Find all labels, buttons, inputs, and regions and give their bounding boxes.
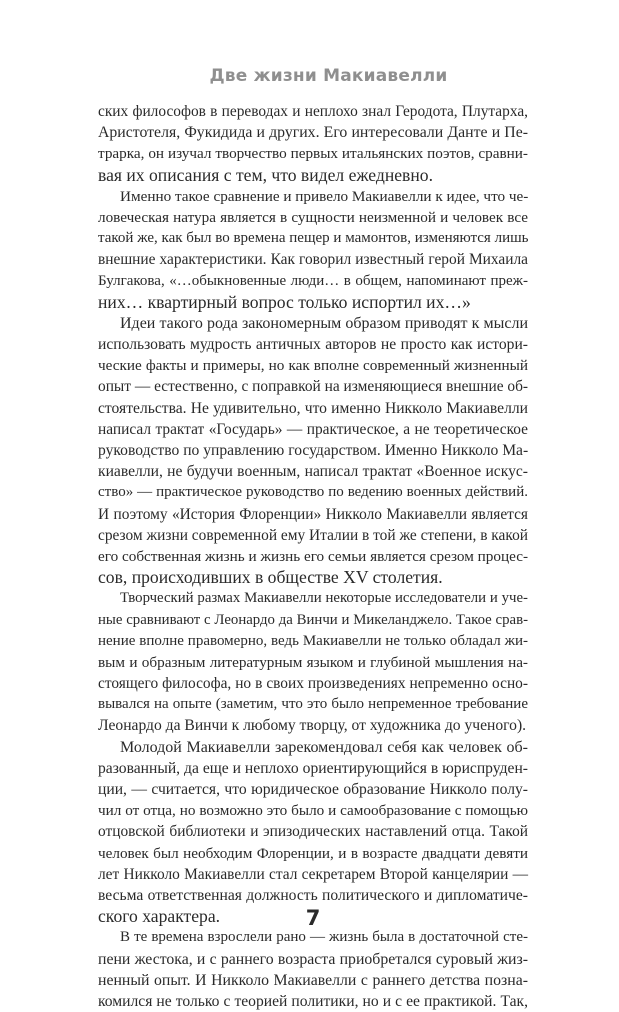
text-line: такой же, как был во времена пещер и мамонтов, изменяются лишь [98, 230, 529, 247]
text-line: ненный опыт. И Никколо Макиавелли с раннего детства позна- [98, 971, 528, 989]
text-line: ческие факты и примеры, но как вполне современный жизненный [98, 357, 528, 375]
text-line: руководство по управлению государством. Именно Никколо Ма- [98, 442, 529, 459]
text-line: написал трактат «Государь» — практическое, а не теоретическое [98, 420, 528, 438]
text-line: ные сравнивают с Леонардо да Винчи и Микеланджело. Такое срав- [98, 611, 528, 628]
text-line: срезом жизни современной ему Италии в той же степени, в какой [98, 526, 529, 544]
text-line: комился не только с теорией политики, но и с ее практикой. Так, [98, 992, 528, 1010]
text-line: отцовской библиотеки и эпизодических наставлений отца. Такой [98, 823, 528, 841]
text-line: них… квартирный вопрос только испортил их…» [98, 291, 471, 312]
text-line: человек был необходим Флоренции, и в возрасте двадцати девяти [98, 844, 528, 862]
text-line: ского характера. [98, 906, 221, 927]
text-line: Булгакова, «…обыкновенные люди… в общем, напоминают преж- [98, 272, 528, 289]
text-line: стоящего философа, но в своих произведениях непременно осно- [98, 675, 528, 693]
text-line: ство» — практическое руководство по ведению военных действий. [98, 484, 528, 501]
text-line: нение вполне правомерно, ведь Макиавелли не только обладал жи- [98, 632, 528, 649]
text-line: разованный, да еще и неплохо ориентирующийся в юриспруден- [98, 759, 528, 777]
text-line: внешние характеристики. Как говорил известный герой Михаила [98, 251, 528, 269]
text-line: киавелли, не будучи военным, написал трактат «Военное искус- [98, 463, 528, 481]
text-line: Аристотеля, Фукидида и других. Его интересовали Данте и Пе- [98, 124, 528, 142]
text-line: И поэтому «История Флоренции» Никколо Макиавелли является [98, 505, 528, 523]
text-line: вывался на опыте (заметим, что это было непременное требование [98, 696, 528, 713]
text-line: ских философов в переводах и неплохо знал Геродота, Плутарха, [98, 103, 528, 120]
body-text [98, 101, 528, 1012]
text-line: Молодой Макиавелли зарекомендовал себя как человек об- [120, 738, 528, 756]
text-line: Именно такое сравнение и привело Макиавелли к идее, что че- [120, 187, 529, 205]
text-line: ции, — считается, что юридическое образование Никколо полу- [98, 781, 528, 798]
text-line: Идеи такого рода закономерным образом приводят к мысли [120, 314, 528, 332]
text-line: В те времена взрослели рано — жизнь была в достаточной сте- [120, 929, 528, 946]
text-line: вая их описания с тем, что видел ежедневно. [98, 164, 433, 185]
text-line: пени жестока, и с раннего возраста приобретался суровый жиз- [98, 950, 528, 968]
text-line: трарка, он изучал творчество первых итальянских поэтов, сравни- [98, 145, 528, 163]
text-line: ловеческая натура является в сущности неизменной и человек все [98, 208, 528, 226]
running-header: Две жизни Макиавелли [209, 66, 448, 86]
text-line: опыт — естественно, с поправкой на изменяющиеся внешние об- [98, 378, 529, 396]
text-line: Творческий размах Макиавелли некоторые исследователи и уче- [120, 590, 528, 607]
text-line: сов, происходивших в обществе XV столетия. [98, 567, 443, 588]
text-line: Леонардо да Винчи к любому творцу, от художника до ученого). [98, 717, 527, 735]
text-line: чил от отца, но возможно это было и самообразование с помощью [98, 802, 528, 820]
text-line: его собственная жизнь и жизнь его семьи является срезом процес- [98, 547, 528, 565]
text-line: лет Никколо Макиавелли стал секретарем Второй канцелярии — [98, 865, 528, 883]
text-line: использовать мудрость античных авторов не просто как истори- [98, 336, 528, 354]
text-line: весьма ответственная должность политического и дипломатиче- [98, 886, 528, 904]
text-line: стоятельства. Не удивительно, что именно Никколо Макиавелли [98, 399, 528, 417]
page-number: 7 [305, 906, 321, 930]
text-line: вым и образным литературным языком и глубиной мышления на- [98, 653, 528, 671]
